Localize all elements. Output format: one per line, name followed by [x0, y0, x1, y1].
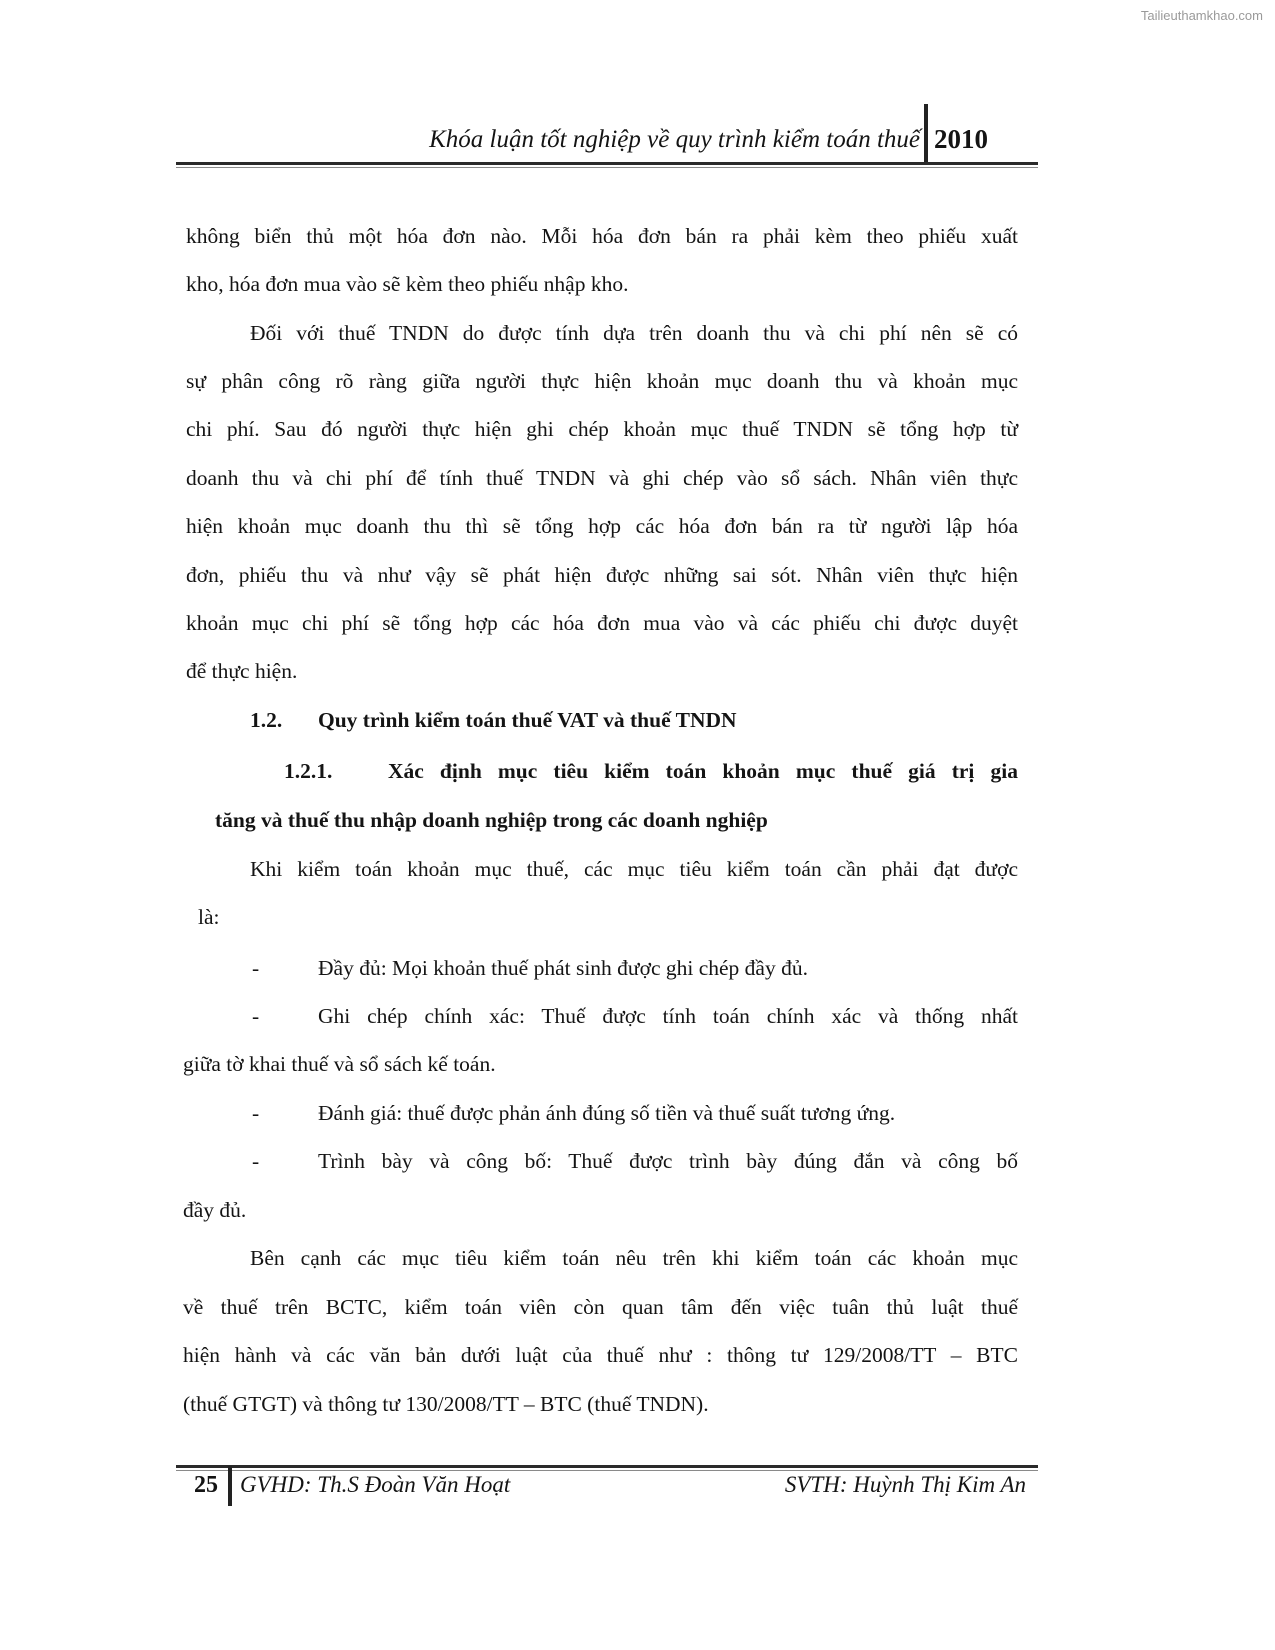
subsection-number: 1.2.1. — [284, 759, 333, 783]
paragraph-line: chi phí. Sau đó người thực hiện ghi chép khoản mục thuế TNDN sẽ tổng hợp từ — [186, 417, 1018, 441]
footer-separator — [228, 1466, 232, 1506]
bullet-text: Đầy đủ: Mọi khoản thuế phát sinh được ghi chép đầy đủ. — [318, 956, 808, 980]
bullet-dash: - — [252, 1101, 260, 1125]
bullet-dash: - — [252, 956, 260, 980]
footer-rule-thin — [176, 1470, 1038, 1471]
paragraph-line: Đối với thuế TNDN do được tính dựa trên doanh thu và chi phí nên sẽ có — [250, 321, 1018, 345]
paragraph-line: kho, hóa đơn mua vào sẽ kèm theo phiếu nhập kho. — [186, 272, 629, 296]
page-header-title: Khóa luận tốt nghiệp về quy trình kiểm toán thuế — [429, 126, 920, 153]
paragraph-line: sự phân công rõ ràng giữa người thực hiện khoản mục doanh thu và khoản mục — [186, 369, 1018, 393]
header-rule-thin — [176, 167, 1038, 168]
bullet-text: Trình bày và công bố: Thuế được trình bày đúng đắn và công bố — [318, 1149, 1018, 1173]
page-header-year: 2010 — [934, 124, 988, 154]
paragraph-line: (thuế GTGT) và thông tư 130/2008/TT – BTC (thuế TNDN). — [183, 1392, 709, 1416]
paragraph-line: không biển thủ một hóa đơn nào. Mỗi hóa đơn bán ra phải kèm theo phiếu xuất — [186, 224, 1018, 248]
bullet-text: đầy đủ. — [183, 1198, 247, 1222]
page-number: 25 — [194, 1472, 218, 1498]
footer-advisor: GVHD: Th.S Đoàn Văn Hoạt — [240, 1472, 511, 1497]
watermark: Tailieuthamkhao.com — [1140, 8, 1263, 23]
paragraph-line: là: — [198, 905, 220, 929]
paragraph-line: hiện khoản mục doanh thu thì sẽ tổng hợp các hóa đơn bán ra từ người lập hóa — [186, 514, 1018, 538]
bullet-text: Đánh giá: thuế được phản ánh đúng số tiền và thuế suất tương ứng. — [318, 1101, 896, 1125]
bullet-dash: - — [252, 1004, 260, 1028]
footer-rule — [176, 1465, 1038, 1468]
paragraph-line: Khi kiểm toán khoản mục thuế, các mục tiêu kiểm toán cần phải đạt được — [250, 857, 1018, 881]
bullet-text: Ghi chép chính xác: Thuế được tính toán chính xác và thống nhất — [318, 1004, 1018, 1028]
subsection-heading-line: Xác định mục tiêu kiểm toán khoản mục thuế giá trị gia — [388, 759, 1018, 783]
header-rule — [176, 162, 1038, 165]
paragraph-line: hiện hành và các văn bản dưới luật của thuế như : thông tư 129/2008/TT – BTC — [183, 1343, 1018, 1367]
section-heading: Quy trình kiểm toán thuế VAT và thuế TNDN — [318, 708, 737, 732]
paragraph-line: doanh thu và chi phí để tính thuế TNDN và ghi chép vào sổ sách. Nhân viên thực — [186, 466, 1018, 490]
paragraph-line: đơn, phiếu thu và như vậy sẽ phát hiện được những sai sót. Nhân viên thực hiện — [186, 563, 1018, 587]
paragraph-line: để thực hiện. — [186, 659, 298, 683]
paragraph-line: về thuế trên BCTC, kiểm toán viên còn quan tâm đến việc tuân thủ luật thuế — [183, 1295, 1018, 1319]
bullet-text: giữa tờ khai thuế và sổ sách kế toán. — [183, 1052, 496, 1076]
paragraph-line: Bên cạnh các mục tiêu kiểm toán nêu trên khi kiểm toán các khoản mục — [250, 1246, 1018, 1270]
header-separator — [924, 104, 928, 162]
subsection-heading-line: tăng và thuế thu nhập doanh nghiệp trong các doanh nghiệp — [215, 808, 768, 832]
section-number: 1.2. — [250, 708, 283, 732]
paragraph-line: khoản mục chi phí sẽ tổng hợp các hóa đơn mua vào và các phiếu chi được duyệt — [186, 611, 1018, 635]
bullet-dash: - — [252, 1149, 260, 1173]
footer-student: SVTH: Huỳnh Thị Kim An — [784, 1472, 1026, 1497]
